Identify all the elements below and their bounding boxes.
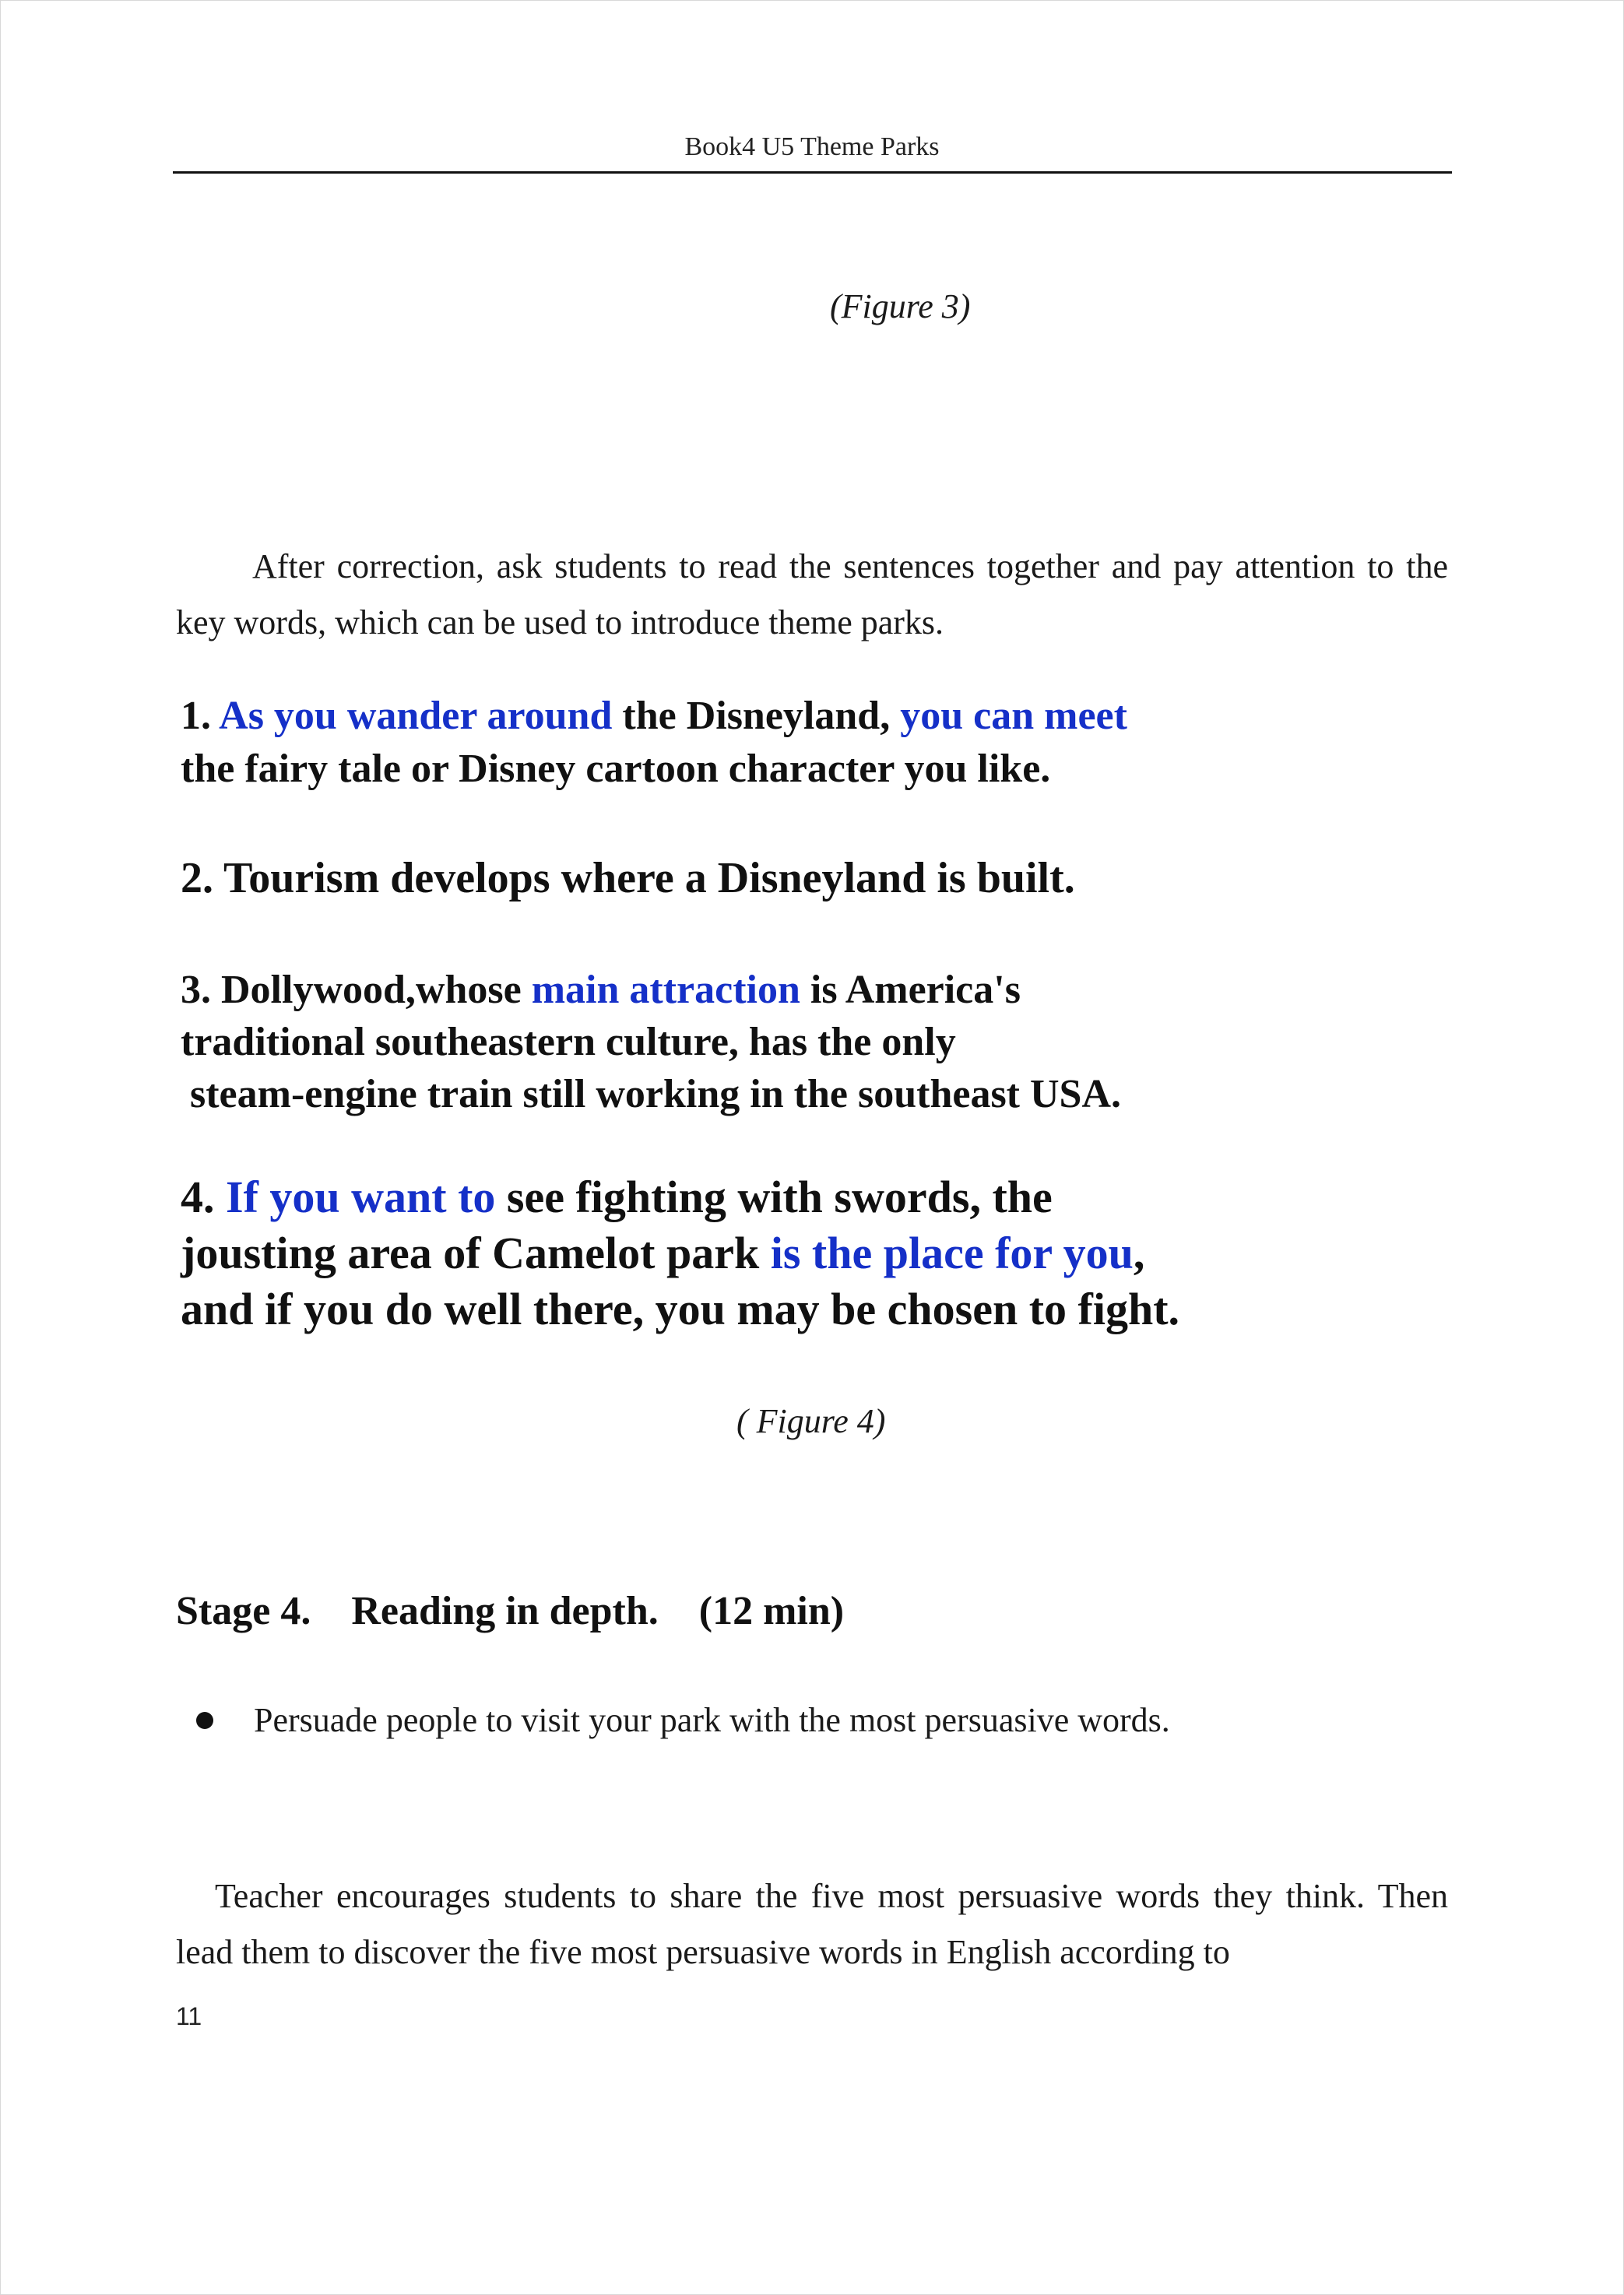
sentence-text: ,: [1133, 1228, 1145, 1278]
sentence-1-line-2: the fairy tale or Disney cartoon character you like.: [181, 747, 1051, 791]
bullet-text: Persuade people to visit your park with the most persuasive words.: [254, 1701, 1170, 1739]
sentence-1: [181, 690, 1457, 796]
key-phrase: As you wander around: [219, 694, 613, 738]
bullet-dot-icon: [196, 1712, 213, 1729]
sentence-4-line-1: [181, 1169, 1457, 1225]
sentence-number: 2.: [181, 854, 223, 902]
header-rule: [173, 171, 1452, 174]
sentence-number: 1.: [181, 694, 220, 738]
figure-4-caption: ( Figure 4): [736, 1402, 886, 1440]
bullet-item: [196, 1697, 1170, 1744]
sentence-2: [181, 852, 1457, 905]
sentence-number: 3.: [181, 968, 221, 1012]
sentence-text: Tourism develops where a Disneyland is built.: [223, 854, 1075, 902]
key-phrase: main attraction: [531, 968, 800, 1012]
teacher-paragraph: Teacher encourages students to share the five most persuasive words they think. Then lead them to discover the five most persuasive words in English according to: [176, 1877, 1448, 1971]
intro-paragraph: After correction, ask students to read the sentences together and pay attention to the key words, which can be used to introduce theme parks.: [176, 547, 1448, 641]
sentence-number: 4.: [181, 1172, 226, 1222]
figure-3-caption: (Figure 3): [830, 287, 971, 325]
stage-heading: Stage 4. Reading in depth. (12 min): [176, 1589, 845, 1633]
sentence-3-line-3: steam-engine train still working in the southeast USA.: [190, 1072, 1122, 1116]
sentence-3: [181, 964, 1457, 1120]
sentence-text: Dollywood,whose: [221, 968, 532, 1012]
page-number: 11: [176, 2002, 202, 2030]
running-header: Book4 U5 Theme Parks: [684, 132, 940, 161]
sentence-text: see fighting with swords, the: [495, 1172, 1053, 1222]
sentence-text: the Disneyland,: [612, 694, 901, 738]
sentence-4-line-2: [181, 1225, 1457, 1281]
sentence-2-line-1: [181, 852, 1457, 905]
sentence-text: is America's: [800, 968, 1021, 1012]
sentence-1-line-1: [181, 690, 1457, 743]
sentence-4: [181, 1169, 1457, 1337]
sentence-4-line-3: and if you do well there, you may be chosen to fight.: [181, 1284, 1180, 1334]
sentence-text: jousting area of Camelot park: [181, 1228, 771, 1278]
key-phrase: is the place for you: [770, 1228, 1134, 1278]
sentence-3-line-2: traditional southeastern culture, has the only: [181, 1020, 956, 1064]
key-phrase: you can meet: [900, 694, 1127, 738]
sentence-3-line-1: [181, 964, 1457, 1016]
key-phrase: If you want to: [226, 1172, 496, 1222]
